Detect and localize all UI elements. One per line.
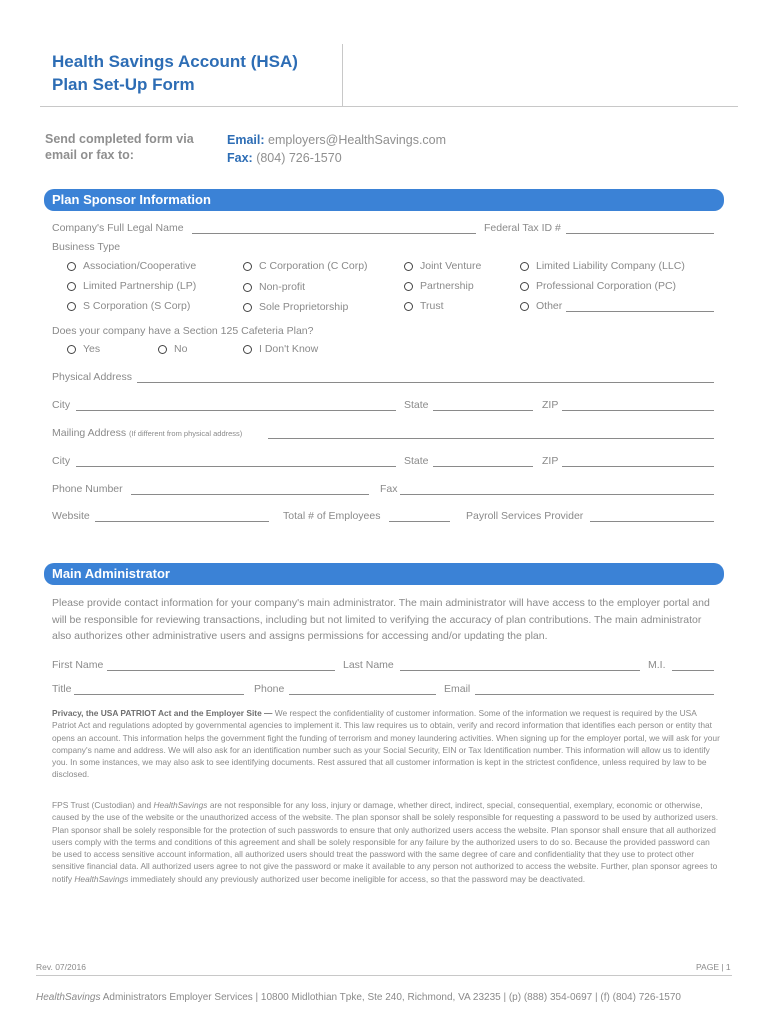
mailing-state-label: State bbox=[404, 455, 429, 467]
physical-address-label: Physical Address bbox=[52, 371, 132, 383]
type-label: Other bbox=[536, 300, 563, 312]
first-name-field[interactable] bbox=[107, 670, 335, 671]
radio-icon[interactable] bbox=[520, 282, 529, 291]
city-field[interactable] bbox=[76, 410, 396, 411]
city-label: City bbox=[52, 399, 71, 411]
mailing-zip-label: ZIP bbox=[542, 455, 559, 467]
fax-value: (804) 726-1570 bbox=[256, 151, 342, 165]
mailing-state-field[interactable] bbox=[433, 466, 533, 467]
mailing-zip-field[interactable] bbox=[562, 466, 714, 467]
page-number: PAGE | 1 bbox=[696, 962, 731, 972]
radio-icon[interactable] bbox=[243, 262, 252, 271]
type-label: Association/Cooperative bbox=[83, 260, 197, 272]
mailing-address-field[interactable] bbox=[268, 438, 714, 439]
state-field[interactable] bbox=[433, 410, 533, 411]
sponsor-section-header: Plan Sponsor Information bbox=[44, 189, 724, 211]
phone-number-field[interactable] bbox=[131, 494, 369, 495]
type-label: Non-profit bbox=[259, 281, 306, 293]
liability-brand-2: HealthSavings bbox=[74, 873, 129, 884]
fax-field[interactable] bbox=[400, 494, 714, 495]
fax-label: Fax: bbox=[227, 151, 253, 165]
type-label: S Corporation (S Corp) bbox=[83, 300, 191, 312]
mi-field[interactable] bbox=[672, 670, 714, 671]
other-type-field[interactable] bbox=[566, 311, 714, 312]
section125-yes[interactable] bbox=[67, 343, 100, 355]
radio-icon[interactable] bbox=[67, 262, 76, 271]
mi-label: M.I. bbox=[648, 659, 666, 671]
type-label: Sole Proprietorship bbox=[259, 301, 349, 313]
mailing-address-text: Mailing Address bbox=[52, 427, 127, 439]
contact-info bbox=[227, 131, 446, 167]
fax-label-sponsor: Fax bbox=[380, 483, 398, 495]
radio-icon[interactable] bbox=[404, 302, 413, 311]
radio-icon[interactable] bbox=[158, 345, 167, 354]
liability-brand: HealthSavings bbox=[153, 800, 208, 810]
admin-phone-field[interactable] bbox=[289, 694, 436, 695]
send-instructions bbox=[45, 131, 194, 163]
liability-notice bbox=[52, 799, 720, 885]
radio-icon[interactable] bbox=[67, 302, 76, 311]
type-pc[interactable] bbox=[520, 280, 676, 292]
employees-field[interactable] bbox=[389, 521, 450, 522]
revision-date: Rev. 07/2016 bbox=[36, 962, 86, 972]
mailing-address-label bbox=[52, 427, 242, 439]
header-divider-vertical bbox=[342, 44, 343, 106]
footer-address bbox=[36, 992, 681, 1003]
payroll-field[interactable] bbox=[590, 521, 714, 522]
privacy-notice bbox=[52, 707, 720, 781]
last-name-field[interactable] bbox=[400, 670, 640, 671]
radio-icon[interactable] bbox=[67, 345, 76, 354]
type-association[interactable] bbox=[67, 260, 196, 272]
type-label: Trust bbox=[420, 300, 444, 312]
type-trust[interactable] bbox=[404, 300, 444, 312]
admin-section-header: Main Administrator bbox=[44, 563, 724, 585]
legal-name-label: Company's Full Legal Name bbox=[52, 222, 184, 234]
type-lp[interactable] bbox=[67, 280, 196, 292]
type-label: Limited Liability Company (LLC) bbox=[536, 260, 685, 272]
answer-label: Yes bbox=[83, 343, 101, 355]
section125-no[interactable] bbox=[158, 343, 187, 355]
type-sole-proprietorship[interactable] bbox=[243, 301, 348, 313]
website-label: Website bbox=[52, 510, 90, 522]
type-partnership[interactable] bbox=[404, 280, 474, 292]
section125-question: Does your company have a Section 125 Cafeteria Plan? bbox=[52, 325, 314, 337]
liability-text-a: FPS Trust (Custodian) and bbox=[52, 800, 154, 810]
mailing-city-field[interactable] bbox=[76, 466, 396, 467]
payroll-label: Payroll Services Provider bbox=[466, 510, 584, 522]
title-label: Title bbox=[52, 683, 72, 695]
website-field[interactable] bbox=[95, 521, 269, 522]
type-c-corp[interactable] bbox=[243, 260, 368, 272]
type-label: Joint Venture bbox=[420, 260, 482, 272]
radio-icon[interactable] bbox=[243, 283, 252, 292]
phone-number-label: Phone Number bbox=[52, 483, 123, 495]
answer-label: No bbox=[174, 343, 188, 355]
type-non-profit[interactable] bbox=[243, 281, 305, 293]
admin-phone-label: Phone bbox=[254, 683, 285, 695]
radio-icon[interactable] bbox=[67, 282, 76, 291]
header-divider bbox=[40, 106, 738, 107]
admin-email-field[interactable] bbox=[475, 694, 714, 695]
send-line-1: Send completed form via bbox=[45, 132, 194, 146]
answer-label: I Don't Know bbox=[259, 343, 319, 355]
type-s-corp[interactable] bbox=[67, 300, 190, 312]
radio-icon[interactable] bbox=[404, 262, 413, 271]
radio-icon[interactable] bbox=[404, 282, 413, 291]
type-label: Partnership bbox=[420, 280, 474, 292]
legal-name-field[interactable] bbox=[192, 233, 476, 234]
title-field[interactable] bbox=[74, 694, 244, 695]
business-type-label: Business Type bbox=[52, 241, 121, 253]
footer-brand: HealthSavings bbox=[36, 992, 101, 1003]
liability-text-b: are not responsible for any loss, injury or damage, whether direct, indirect, special, consequential, exemplary, economic or otherwise, caused by the use of the website or the unauthorized access of the website. The plan sponsor shall be solely responsible for requesting a password to be used by authorized users. Plan sponsor shall be solely responsible for the protection of such passwords to ensure that only authorized users access the website. Plan sponsor shall ensure that all authorized users comply with the terms and conditions of this agreement and shall be solely responsible for any failure by the authorized users to do so. Because the provided password can be used to access sensitive account information, all authorized users should treat the password with the same degree of care and confidentiality that they use to protect other sensitive financial data. All authorized users agree to not give the password or make it available to any person not authorized to access the website. Further, plan sponsor agrees to notify bbox=[52, 800, 719, 884]
radio-icon[interactable] bbox=[243, 345, 252, 354]
footer-divider bbox=[36, 975, 732, 976]
mailing-city-label: City bbox=[52, 455, 71, 467]
email-value[interactable]: employers@HealthSavings.com bbox=[268, 133, 447, 147]
admin-intro: Please provide contact information for your company's main administrator. The main administrator will have access to the employer portal and will be responsible for reviewing transactions, including but not limited to verifying the accuracy of plan contributions. The main administrator also authorizes other administrative users and assigns permissions for accessing and/or updating the plan. bbox=[52, 597, 710, 642]
admin-email-label: Email bbox=[444, 683, 471, 695]
radio-icon[interactable] bbox=[243, 303, 252, 312]
state-label: State bbox=[404, 399, 429, 411]
privacy-heading: Privacy, the USA PATRIOT Act and the Employer Site — bbox=[52, 708, 273, 718]
email-label: Email: bbox=[227, 133, 265, 147]
type-label: Limited Partnership (LP) bbox=[83, 280, 197, 292]
radio-icon[interactable] bbox=[520, 262, 529, 271]
employees-label: Total # of Employees bbox=[283, 510, 381, 522]
radio-icon[interactable] bbox=[520, 302, 529, 311]
first-name-label: First Name bbox=[52, 659, 104, 671]
type-llc[interactable] bbox=[520, 260, 685, 272]
liability-text-c: immediately should any previously authorized user become ineligible for access, so that the password may be deactivated. bbox=[128, 873, 586, 884]
send-line-2: email or fax to: bbox=[45, 148, 134, 162]
footer-address-text: Administrators Employer Services | 10800 Midlothian Tpke, Ste 240, Richmond, VA 23235 | (p) (888) 354-0697 | (f) (804) 726-1570 bbox=[100, 992, 681, 1003]
title-line-2: Plan Set-Up Form bbox=[52, 75, 195, 94]
type-label: Professional Corporation (PC) bbox=[536, 280, 677, 292]
zip-label: ZIP bbox=[542, 399, 559, 411]
privacy-text: We respect the confidentiality of customer information. Some of the information we request is required by the USA Patriot Act and regulations adopted by governmental agencies to implement it. This law requires us to obtain, verify and record information that identifies each person or entity that opens an account. This information helps the government fight the funding of terrorism and money laundering activities. When signing up for the employer portal, we will ask for your company's name and address. We will also ask for an identification number such as your Social Security, EIN or Tax Identification number. This information will allow us to identify you. In some instances, we may also ask to see identifying documents. Rest assured that all customer information is kept in the strictest confidence, unless required by law to be disclosed. bbox=[52, 708, 720, 780]
tax-id-label: Federal Tax ID # bbox=[484, 222, 561, 234]
type-label: C Corporation (C Corp) bbox=[259, 260, 368, 272]
physical-address-field[interactable] bbox=[137, 382, 714, 383]
zip-field[interactable] bbox=[562, 410, 714, 411]
tax-id-field[interactable] bbox=[566, 233, 714, 234]
form-title bbox=[52, 50, 298, 96]
type-other[interactable] bbox=[520, 300, 562, 312]
mailing-address-note: (If different from physical address) bbox=[129, 429, 243, 438]
section125-dont-know[interactable] bbox=[243, 343, 318, 355]
title-line-1: Health Savings Account (HSA) bbox=[52, 52, 298, 71]
type-joint-venture[interactable] bbox=[404, 260, 481, 272]
last-name-label: Last Name bbox=[343, 659, 394, 671]
